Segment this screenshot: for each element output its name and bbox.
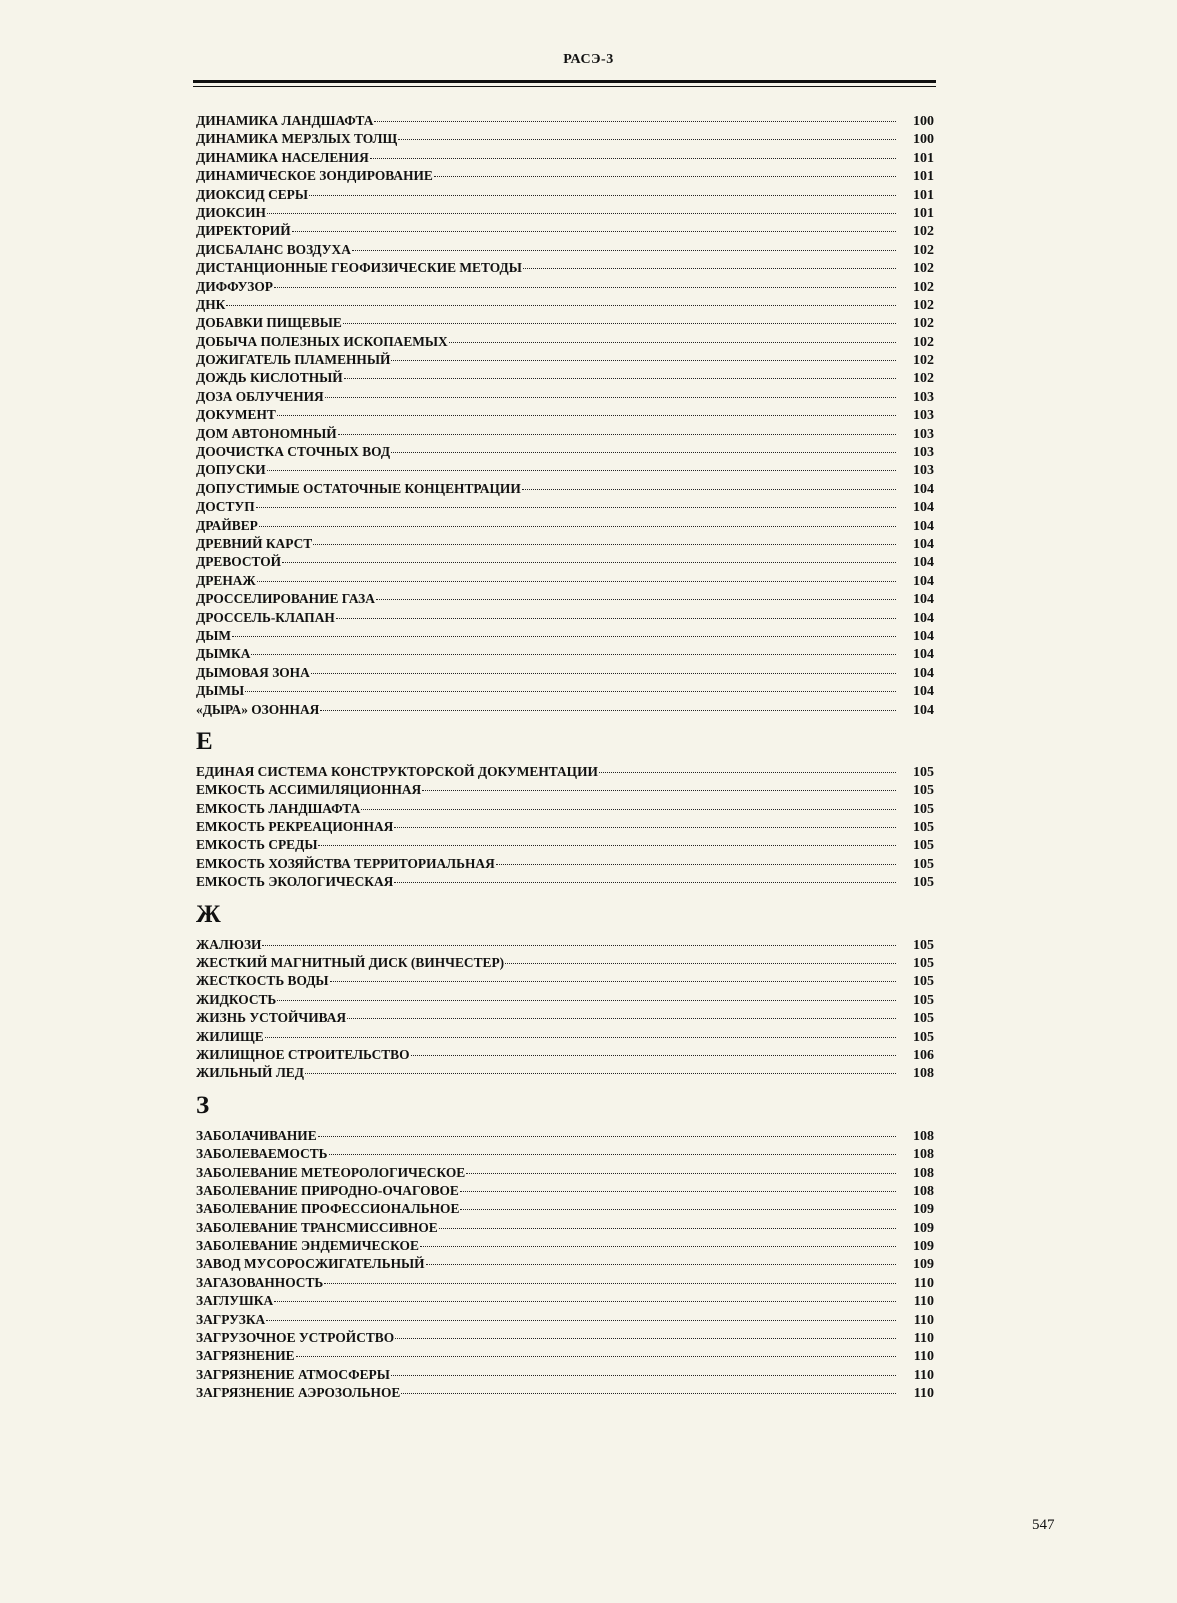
index-entry xyxy=(196,369,934,387)
entry-page: 101 xyxy=(913,187,934,203)
index-entry xyxy=(196,425,934,443)
entry-page: 104 xyxy=(913,555,934,571)
index-entry xyxy=(196,701,934,719)
entry-term: ЕДИНАЯ СИСТЕМА КОНСТРУКТОРСКОЙ ДОКУМЕНТАЦИИ xyxy=(196,763,598,779)
entry-page: 103 xyxy=(913,426,934,442)
dot-leader xyxy=(343,323,896,324)
entry-term: ДРЕВНИЙ КАРСТ xyxy=(196,535,313,551)
dot-leader xyxy=(420,1246,896,1247)
dot-leader xyxy=(251,654,896,655)
header-rule-thick xyxy=(193,80,936,83)
index-entry xyxy=(196,388,934,406)
entry-page: 102 xyxy=(913,316,934,332)
entry-term: ЗАГРЯЗНЕНИЕ АЭРОЗОЛЬНОЕ xyxy=(196,1385,401,1401)
entry-term: ЗАВОД МУСОРОСЖИГАТЕЛЬНЫЙ xyxy=(196,1256,425,1272)
entry-page: 110 xyxy=(913,1312,934,1328)
entry-term: ЖАЛЮЗИ xyxy=(196,936,262,952)
entry-page: 103 xyxy=(913,463,934,479)
dot-leader xyxy=(324,1283,896,1284)
entry-page: 102 xyxy=(913,224,934,240)
entry-page: 110 xyxy=(913,1349,934,1365)
entry-page: 105 xyxy=(913,1011,934,1027)
entry-term: ЗАГРУЗКА xyxy=(196,1311,266,1327)
entry-page: 110 xyxy=(913,1331,934,1347)
index-entry xyxy=(196,763,934,781)
dot-leader xyxy=(292,231,896,232)
entry-term: ДИНАМИЧЕСКОЕ ЗОНДИРОВАНИЕ xyxy=(196,168,433,184)
dot-leader xyxy=(232,636,896,637)
index-entry xyxy=(196,800,934,818)
entry-term: ЖИЛИЩЕ xyxy=(196,1028,264,1044)
entry-page: 103 xyxy=(913,408,934,424)
index-entry xyxy=(196,627,934,645)
entry-term: ЕМКОСТЬ ЭКОЛОГИЧЕСКАЯ xyxy=(196,874,394,890)
dot-leader xyxy=(338,434,896,435)
entry-page: 102 xyxy=(913,261,934,277)
dot-leader xyxy=(245,691,896,692)
entry-term: ДОПУСТИМЫЕ ОСТАТОЧНЫЕ КОНЦЕНТРАЦИИ xyxy=(196,480,521,496)
entry-term: ДЫМОВАЯ ЗОНА xyxy=(196,664,310,680)
dot-leader xyxy=(262,945,896,946)
dot-leader xyxy=(522,489,896,490)
entry-term: ЕМКОСТЬ РЕКРЕАЦИОННАЯ xyxy=(196,819,394,835)
entry-term: ДООЧИСТКА СТОЧНЫХ ВОД xyxy=(196,444,391,460)
entry-term: ДОЖИГАТЕЛЬ ПЛАМЕННЫЙ xyxy=(196,352,391,368)
entry-term: ДОБЫЧА ПОЛЕЗНЫХ ИСКОПАЕМЫХ xyxy=(196,333,448,349)
dot-leader xyxy=(422,790,896,791)
entry-term: ЗАГРУЗОЧНОЕ УСТРОЙСТВО xyxy=(196,1330,395,1346)
index-entry xyxy=(196,480,934,498)
index-entry xyxy=(196,1164,934,1182)
dot-leader xyxy=(277,1000,896,1001)
dot-leader xyxy=(460,1209,896,1210)
entry-term: ДЫМКА xyxy=(196,646,251,662)
entry-page: 105 xyxy=(913,764,934,780)
index-entry xyxy=(196,1219,934,1237)
index-section xyxy=(196,896,934,1083)
entry-page: 102 xyxy=(913,334,934,350)
index-entry xyxy=(196,1366,934,1384)
entry-page: 102 xyxy=(913,353,934,369)
entry-term: ЗАБОЛЕВАЕМОСТЬ xyxy=(196,1146,328,1162)
entry-term: ДОМ АВТОНОМНЫЙ xyxy=(196,425,337,441)
entry-term: ДЫМЫ xyxy=(196,683,245,699)
entry-term: ДОЖДЬ КИСЛОТНЫЙ xyxy=(196,370,343,386)
dot-leader xyxy=(274,287,896,288)
entry-term: ЗАГРЯЗНЕНИЕ xyxy=(196,1348,295,1364)
entry-page: 105 xyxy=(913,801,934,817)
running-header: РАСЭ-3 xyxy=(563,52,614,67)
entry-term: ЗАБОЛЕВАНИЕ ПРОФЕССИОНАЛЬНОЕ xyxy=(196,1201,460,1217)
entry-page: 104 xyxy=(913,684,934,700)
entry-page: 109 xyxy=(913,1220,934,1236)
dot-leader xyxy=(434,176,896,177)
entry-page: 105 xyxy=(913,783,934,799)
entry-term: ЖИЛЬНЫЙ ЛЕД xyxy=(196,1065,304,1081)
entry-page: 103 xyxy=(913,389,934,405)
index-entry xyxy=(196,836,934,854)
entry-term: ЕМКОСТЬ СРЕДЫ xyxy=(196,837,318,853)
entry-term: ДОЗА ОБЛУЧЕНИЯ xyxy=(196,388,324,404)
entry-term: ДОПУСКИ xyxy=(196,462,266,478)
entry-page: 104 xyxy=(913,702,934,718)
entry-term: ЗАБОЛЕВАНИЕ МЕТЕОРОЛОГИЧЕСКОЕ xyxy=(196,1164,466,1180)
entry-term: ЖЕСТКИЙ МАГНИТНЫЙ ДИСК (ВИНЧЕСТЕР) xyxy=(196,955,505,971)
dot-leader xyxy=(259,526,896,527)
dot-leader xyxy=(391,360,896,361)
index-entry xyxy=(196,296,934,314)
index-section xyxy=(196,112,934,719)
index-entry xyxy=(196,682,934,700)
dot-leader xyxy=(505,963,896,964)
index-entry xyxy=(196,1347,934,1365)
entry-page: 109 xyxy=(913,1202,934,1218)
index-entry xyxy=(196,1292,934,1310)
dot-leader xyxy=(274,1301,896,1302)
entry-page: 102 xyxy=(913,297,934,313)
dot-leader xyxy=(361,809,896,810)
index-entry xyxy=(196,1028,934,1046)
entry-page: 104 xyxy=(913,518,934,534)
entry-page: 101 xyxy=(913,150,934,166)
dot-leader xyxy=(394,882,896,883)
entry-page: 104 xyxy=(913,628,934,644)
entry-term: ДРАЙВЕР xyxy=(196,517,258,533)
section-letter: З xyxy=(196,1091,210,1119)
index-entry xyxy=(196,167,934,185)
dot-leader xyxy=(277,415,896,416)
entry-term: ЗАГРЯЗНЕНИЕ АТМОСФЕРЫ xyxy=(196,1366,390,1382)
index-entry xyxy=(196,1127,934,1145)
entry-page: 108 xyxy=(913,1165,934,1181)
entry-page: 106 xyxy=(913,1047,934,1063)
entry-term: ДИНАМИКА НАСЕЛЕНИЯ xyxy=(196,149,369,165)
index-entry xyxy=(196,1311,934,1329)
entry-term: ЗАБОЛЕВАНИЕ ПРИРОДНО-ОЧАГОВОЕ xyxy=(196,1182,459,1198)
index-entry xyxy=(196,1274,934,1292)
entry-term: ДРОССЕЛЬ-КЛАПАН xyxy=(196,609,335,625)
index-entry xyxy=(196,222,934,240)
entry-page: 109 xyxy=(913,1257,934,1273)
entry-page: 104 xyxy=(913,610,934,626)
entry-term: ДИРЕКТОРИЙ xyxy=(196,223,291,239)
index-entry xyxy=(196,149,934,167)
dot-leader xyxy=(401,1393,896,1394)
index-entry xyxy=(196,443,934,461)
entry-term: ДИСТАНЦИОННЫЕ ГЕОФИЗИЧЕСКИЕ МЕТОДЫ xyxy=(196,260,522,276)
entry-term: ЕМКОСТЬ ЛАНДШАФТА xyxy=(196,800,361,816)
entry-term: ДНК xyxy=(196,296,226,312)
entry-page: 110 xyxy=(913,1367,934,1383)
index-entry xyxy=(196,1182,934,1200)
entry-term: ДОСТУП xyxy=(196,499,255,515)
header-rule-thin xyxy=(193,86,936,87)
index-entry xyxy=(196,1064,934,1082)
entry-term: ЗАБОЛЕВАНИЕ ЭНДЕМИЧЕСКОЕ xyxy=(196,1238,419,1254)
entry-page: 104 xyxy=(913,500,934,516)
entry-page: 105 xyxy=(913,856,934,872)
entry-page: 101 xyxy=(913,169,934,185)
dot-leader xyxy=(496,864,896,865)
entry-term: ДИОКСИД СЕРЫ xyxy=(196,186,308,202)
index-entry xyxy=(196,204,934,222)
entry-term: ДИНАМИКА ЛАНДШАФТА xyxy=(196,113,374,128)
dot-leader xyxy=(411,1055,896,1056)
index-list xyxy=(196,112,934,1403)
dot-leader xyxy=(374,121,896,122)
entry-term: ДОБАВКИ ПИЩЕВЫЕ xyxy=(196,315,342,331)
index-entry xyxy=(196,241,934,259)
index-entry xyxy=(196,1384,934,1402)
index-entry xyxy=(196,553,934,571)
index-entry xyxy=(196,954,934,972)
entry-page: 102 xyxy=(913,242,934,258)
index-entry xyxy=(196,130,934,148)
dot-leader xyxy=(282,562,896,563)
entry-page: 104 xyxy=(913,647,934,663)
dot-leader xyxy=(599,772,896,773)
entry-term: ДИСБАЛАНС ВОЗДУХА xyxy=(196,241,351,257)
entry-page: 105 xyxy=(913,820,934,836)
entry-page: 105 xyxy=(913,838,934,854)
entry-term: ДИОКСИН xyxy=(196,204,266,220)
entry-page: 105 xyxy=(913,937,934,953)
entry-page: 104 xyxy=(913,481,934,497)
index-entry xyxy=(196,461,934,479)
entry-page: 105 xyxy=(913,992,934,1008)
entry-term: ДИНАМИКА МЕРЗЛЫХ ТОЛЩ xyxy=(196,131,398,147)
entry-page: 108 xyxy=(913,1066,934,1082)
entry-page: 102 xyxy=(913,279,934,295)
entry-term: ЗАБОЛЕВАНИЕ ТРАНСМИССИВНОЕ xyxy=(196,1219,438,1235)
dot-leader xyxy=(394,827,896,828)
dot-leader xyxy=(320,710,896,711)
entry-page: 103 xyxy=(913,445,934,461)
entry-term: «ДЫРА» ОЗОННАЯ xyxy=(196,701,320,717)
index-entry xyxy=(196,406,934,424)
entry-term: ЗАГАЗОВАННОСТЬ xyxy=(196,1274,324,1290)
dot-leader xyxy=(256,507,896,508)
entry-page: 104 xyxy=(913,592,934,608)
entry-term: ДРЕВОСТОЙ xyxy=(196,554,282,570)
entry-page: 105 xyxy=(913,956,934,972)
section-letter: Е xyxy=(196,727,213,755)
dot-leader xyxy=(336,618,896,619)
index-entry xyxy=(196,873,934,891)
entry-term: ЕМКОСТЬ АССИМИЛЯЦИОННАЯ xyxy=(196,782,422,798)
dot-leader xyxy=(325,397,896,398)
dot-leader xyxy=(267,470,896,471)
index-entry xyxy=(196,517,934,535)
entry-term: ЖИЛИЩНОЕ СТРОИТЕЛЬСТВО xyxy=(196,1046,410,1062)
dot-leader xyxy=(391,1375,896,1376)
index-entry xyxy=(196,1046,934,1064)
entry-page: 104 xyxy=(913,573,934,589)
entry-page: 110 xyxy=(913,1386,934,1402)
entry-page: 110 xyxy=(913,1275,934,1291)
index-entry xyxy=(196,535,934,553)
entry-page: 108 xyxy=(913,1128,934,1144)
page-number: 547 xyxy=(1032,1517,1055,1533)
entry-page: 100 xyxy=(913,114,934,129)
entry-page: 102 xyxy=(913,371,934,387)
index-entry xyxy=(196,278,934,296)
dot-leader xyxy=(318,1136,896,1137)
index-entry xyxy=(196,664,934,682)
entry-page: 108 xyxy=(913,1147,934,1163)
entry-page: 110 xyxy=(913,1294,934,1310)
index-entry xyxy=(196,972,934,990)
index-entry xyxy=(196,351,934,369)
index-entry xyxy=(196,498,934,516)
index-entry xyxy=(196,609,934,627)
entry-term: ЗАБОЛАЧИВАНИЕ xyxy=(196,1127,317,1143)
section-letter: Ж xyxy=(196,900,221,928)
dot-leader xyxy=(309,195,896,196)
index-entry xyxy=(196,991,934,1009)
dot-leader xyxy=(266,1320,896,1321)
index-entry xyxy=(196,1145,934,1163)
index-entry xyxy=(196,112,934,130)
dot-leader xyxy=(267,213,896,214)
entry-page: 105 xyxy=(913,1029,934,1045)
entry-page: 101 xyxy=(913,205,934,221)
dot-leader xyxy=(391,452,896,453)
dot-leader xyxy=(313,544,896,545)
entry-term: ДОКУМЕНТ xyxy=(196,407,276,423)
dot-leader xyxy=(226,305,896,306)
dot-leader xyxy=(265,1037,896,1038)
dot-leader xyxy=(449,342,896,343)
entry-term: ЖЕСТКОСТЬ ВОДЫ xyxy=(196,973,329,989)
dot-leader xyxy=(426,1264,896,1265)
entry-term: ДРОССЕЛИРОВАНИЕ ГАЗА xyxy=(196,591,375,607)
dot-leader xyxy=(296,1356,896,1357)
entry-page: 100 xyxy=(913,132,934,148)
index-entry xyxy=(196,1329,934,1347)
entry-page: 109 xyxy=(913,1239,934,1255)
entry-term: ЕМКОСТЬ ХОЗЯЙСТВА ТЕРРИТОРИАЛЬНАЯ xyxy=(196,855,495,871)
index-entry xyxy=(196,1237,934,1255)
entry-term: ДИФФУЗОР xyxy=(196,278,273,294)
index-entry xyxy=(196,333,934,351)
index-entry xyxy=(196,781,934,799)
dot-leader xyxy=(311,673,896,674)
index-entry xyxy=(196,572,934,590)
index-entry xyxy=(196,259,934,277)
entry-term: ДРЕНАЖ xyxy=(196,572,256,588)
entry-page: 104 xyxy=(913,665,934,681)
entry-term: ЖИДКОСТЬ xyxy=(196,991,277,1007)
index-entry xyxy=(196,645,934,663)
entry-page: 104 xyxy=(913,536,934,552)
index-section xyxy=(196,723,934,892)
index-section xyxy=(196,1087,934,1403)
index-entry xyxy=(196,1200,934,1218)
dot-leader xyxy=(376,599,896,600)
dot-leader xyxy=(523,268,896,269)
dot-leader xyxy=(305,1073,896,1074)
entry-page: 108 xyxy=(913,1183,934,1199)
dot-leader xyxy=(329,1154,896,1155)
dot-leader xyxy=(370,158,896,159)
dot-leader xyxy=(352,250,896,251)
dot-leader xyxy=(466,1173,896,1174)
entry-page: 105 xyxy=(913,974,934,990)
entry-term: ЗАГЛУШКА xyxy=(196,1293,274,1309)
dot-leader xyxy=(439,1228,896,1229)
index-entry xyxy=(196,314,934,332)
index-entry xyxy=(196,1009,934,1027)
dot-leader xyxy=(347,1018,896,1019)
dot-leader xyxy=(318,845,896,846)
dot-leader xyxy=(460,1191,896,1192)
dot-leader xyxy=(257,581,896,582)
index-entry xyxy=(196,1255,934,1273)
entry-term: ДЫМ xyxy=(196,627,232,643)
dot-leader xyxy=(344,378,896,379)
index-entry xyxy=(196,590,934,608)
dot-leader xyxy=(398,139,896,140)
entry-term: ЖИЗНЬ УСТОЙЧИВАЯ xyxy=(196,1010,347,1026)
index-entry xyxy=(196,186,934,204)
index-entry xyxy=(196,818,934,836)
entry-page: 105 xyxy=(913,875,934,891)
dot-leader xyxy=(330,981,896,982)
index-entry xyxy=(196,936,934,954)
dot-leader xyxy=(395,1338,896,1339)
index-entry xyxy=(196,855,934,873)
